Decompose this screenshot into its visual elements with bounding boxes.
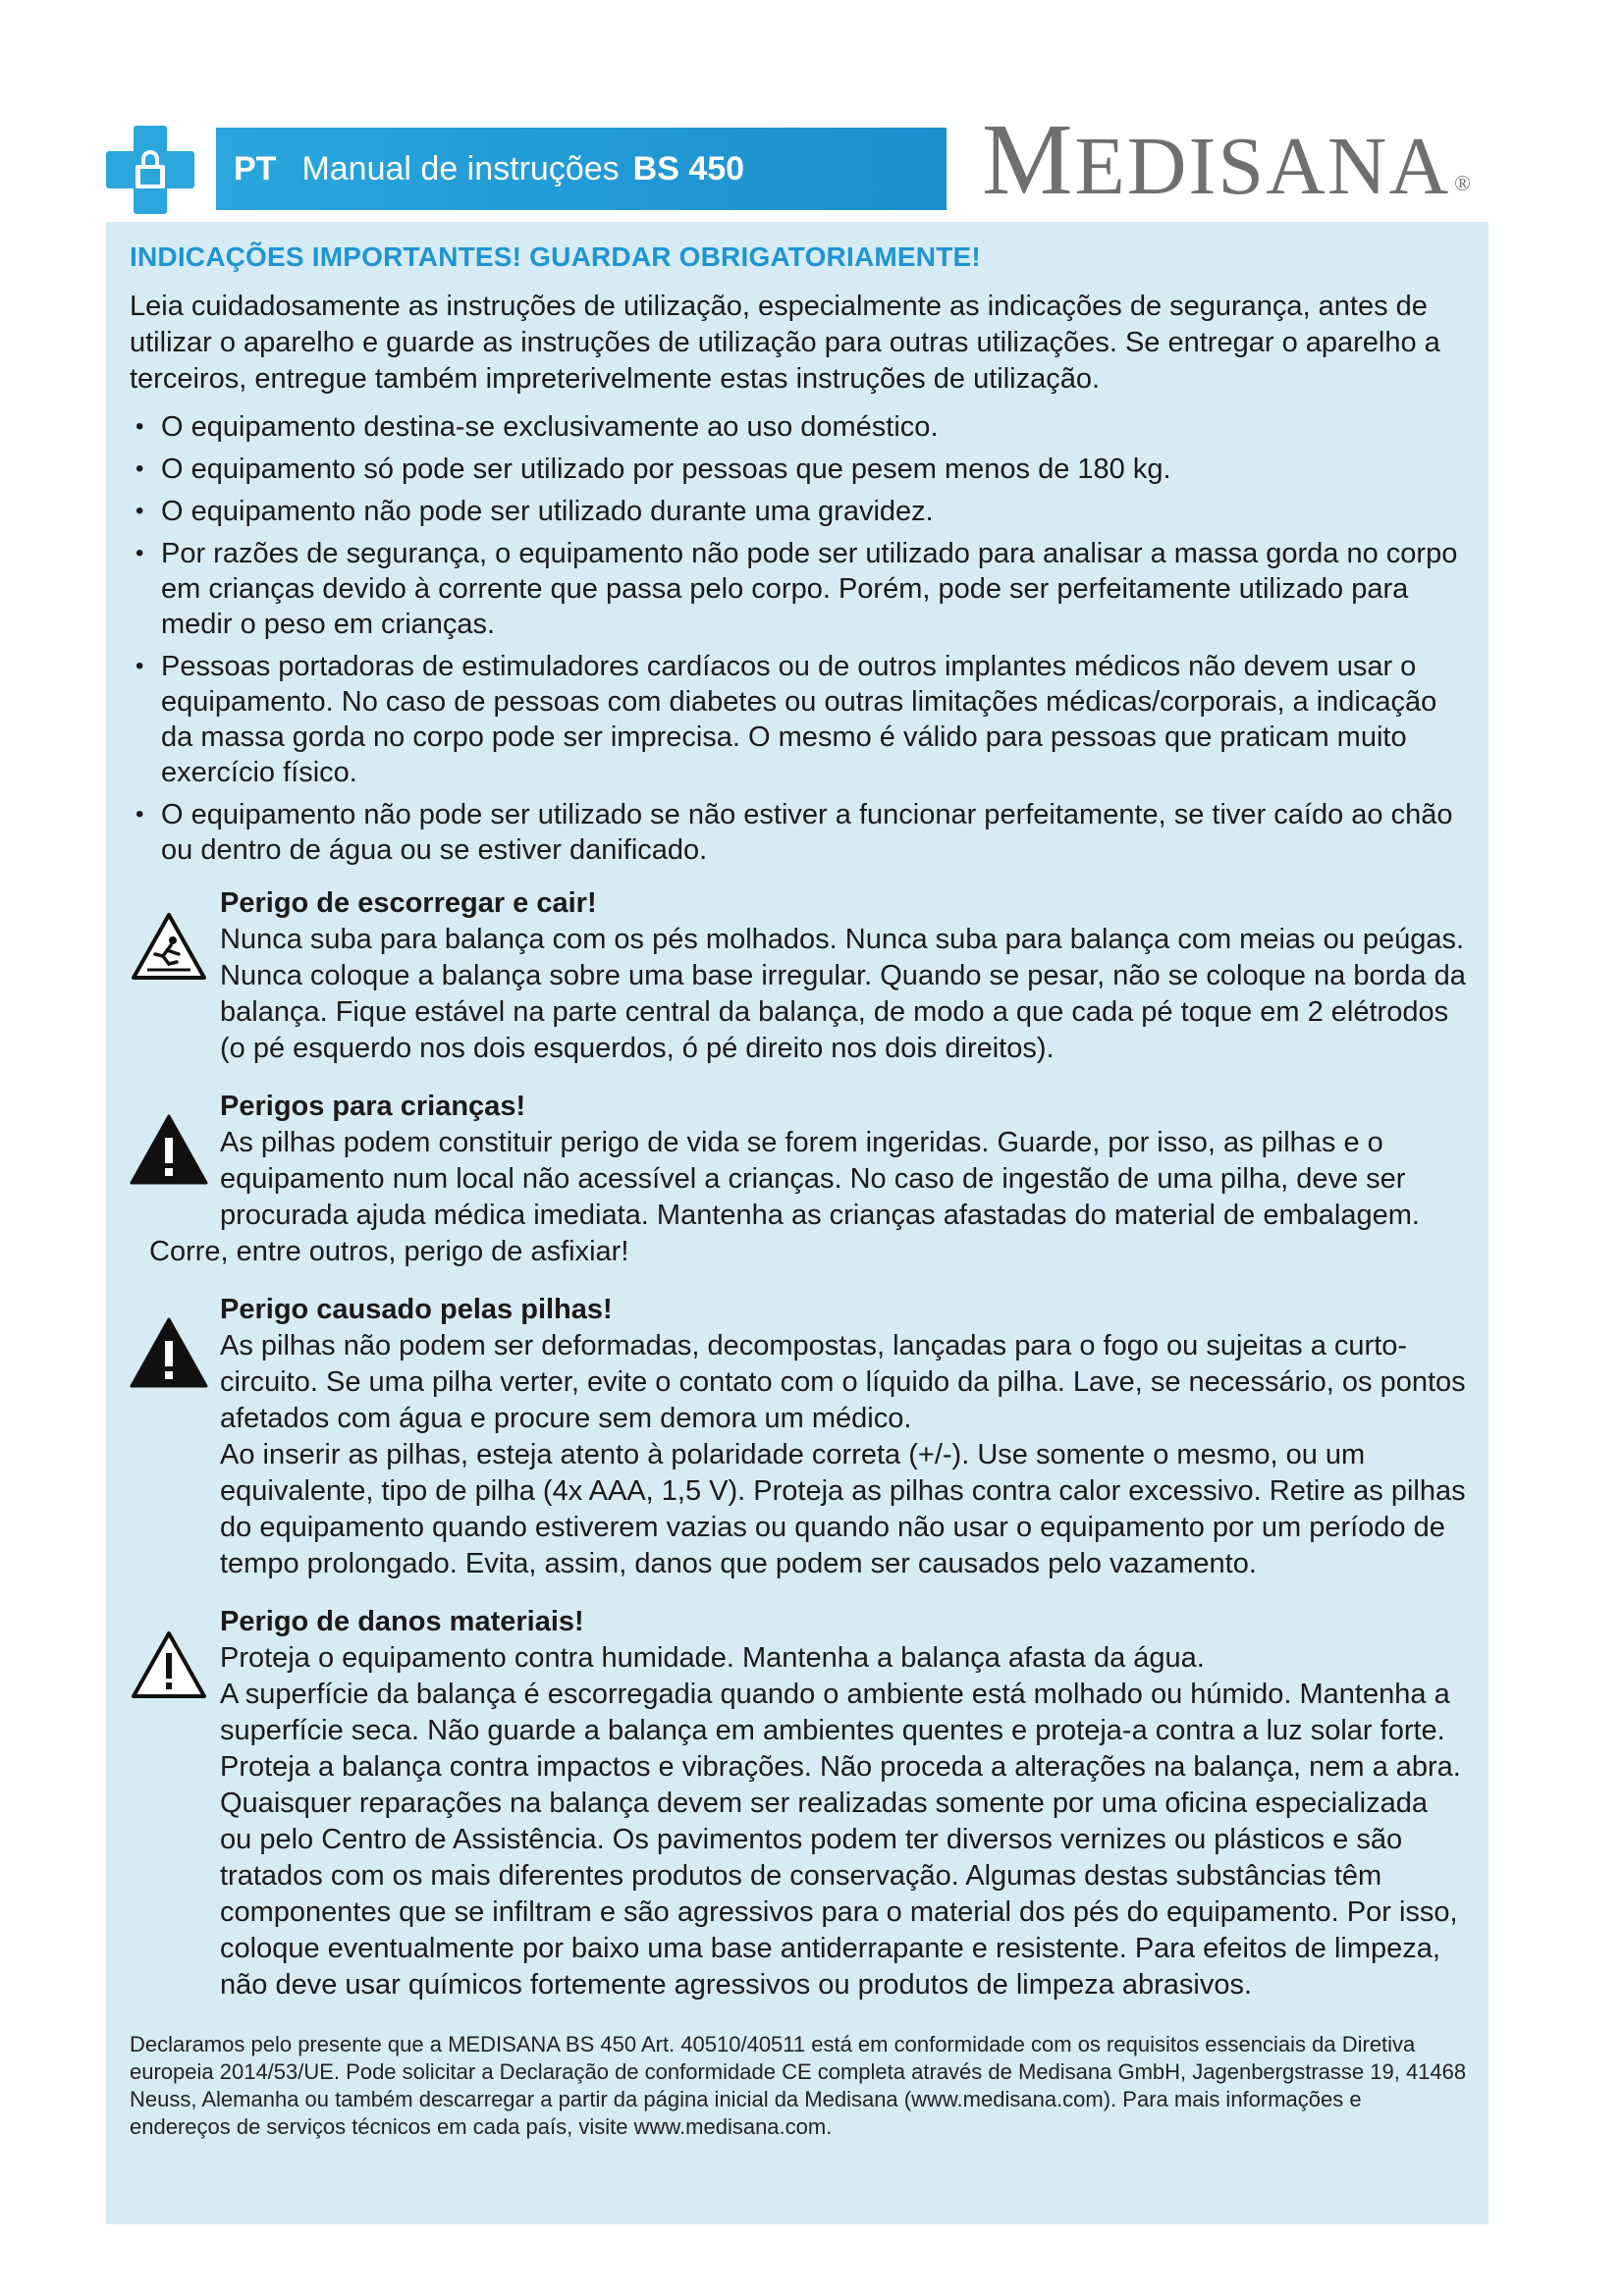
warning-title: Perigo de escorregar e cair! — [220, 887, 597, 919]
slip-warning-icon — [130, 911, 208, 982]
brand-logo — [982, 103, 1492, 216]
warning-title: Perigos para crianças! — [220, 1091, 526, 1122]
section-heading: INDICAÇÕES IMPORTANTES! GUARDAR OBRIGATORIAMENTE! — [130, 241, 981, 272]
warning-text: As pilhas não podem ser deformadas, decompostas, lançadas para o fogo ou sujeitas a curto-circuito. Se uma pilha verter, evite o contato com o líquido da pilha. Lave, se necessário, os pontos afetados com água e procure sem demora um médico. — [220, 1330, 1466, 1434]
warning-text: As pilhas podem constituir perigo de vida se forem ingeridas. Guarde, por isso, as pilhas e o equipamento num local não acessível a crianças. No caso de ingestão de uma pilha, deve ser procurada ajuda médica imediata. Mantenha as crianças afastadas do material de embalagem. — [220, 1127, 1420, 1231]
danger-icon — [130, 1317, 208, 1388]
warning-text-2: A superfície da balança é escorregadia quando o ambiente está molhado ou húmido. Mantenha a superfície seca. Não guarde a balança em ambientes quentes e proteja-a contra a luz solar forte. Proteja a balança contra impactos e vibrações. Não proceda a alterações na balança, nem a abra. Quaisquer reparações na balança devem ser realizadas somente por uma oficina especializada ou pelo Centro de Assistência. Os pavimentos podem ter diversos vernizes ou plásticos e são tratados com os mais diferentes produtos de conservação. Algumas destas substâncias têm componentes que se infiltram e são agressivos para o material dos pés do equipamento. Por isso, coloque eventualmente por baixo uma base antiderrapante e resistente. Para efeitos de limpeza, não deve usar químicos fortemente agressivos ou produtos de limpeza abrasivos. — [220, 1679, 1461, 2001]
list-item: • Por razões de segurança, o equipamento não pode ser utilizado para analisar a massa gorda no corpo em crianças devido à corrente que passa pelo corpo. Porém, pode ser perfeitamente utilizado para medir o peso em crianças. — [135, 538, 1458, 640]
safety-instructions-panel — [106, 222, 1489, 2224]
warning-material-damage — [122, 1604, 1467, 2003]
manual-title-bar — [216, 128, 947, 210]
list-item: • Pessoas portadoras de estimuladores cardíacos ou de outros implantes médicos não devem usar o equipamento. No caso de pessoas com diabetes ou outras limitações médicas/corporais, a indicação da massa gorda no corpo pode ser imprecisa. O mesmo é válido para pessoas que praticam muito exercício físico. — [135, 651, 1437, 788]
warning-batteries — [122, 1292, 1467, 1582]
caution-outline-icon — [130, 1629, 208, 1700]
warning-text-2: Ao inserir as pilhas, esteja atento à polaridade correta (+/-). Use somente o mesmo, ou um equivalente, tipo de pilha (4x AAA, 1,5 V). Proteja as pilhas contra calor excessivo. Retire as pilhas do equipamento quando estiverem vazias ou quando não usar o equipamento por um período de tempo prolongado. Evita, assim, danos que podem ser causados pelo vazamento. — [220, 1439, 1466, 1579]
list-item: • O equipamento destina-se exclusivamente ao uso doméstico. — [135, 411, 939, 443]
list-item: • O equipamento não pode ser utilizado se não estiver a funcionar perfeitamente, se tiver caído ao chão ou dentro de água ou se estiver danificado. — [135, 799, 1453, 866]
language-code: PT — [234, 149, 277, 187]
brand-rest: EDISANA — [1074, 121, 1451, 212]
warning-title: Perigo causado pelas pilhas! — [220, 1294, 613, 1325]
list-item: • O equipamento só pode ser utilizado por pessoas que pesem menos de 180 kg. — [135, 454, 1171, 485]
medical-cross-logo-icon — [106, 126, 194, 214]
warning-text: Proteja o equipamento contra humidade. Mantenha a balança afasta da água. — [220, 1642, 1205, 1674]
warning-text: Nunca suba para balança com os pés molhados. Nunca suba para balança com meias ou peúgas. Nunca coloque a balança sobre uma base irregular. Quando se pesar, não se coloque na borda da balança. Fique estável na parte central da balança, de modo a que cada pé toque em 2 elétrodos (o pé esquerdo nos dois esquerdos, ó pé direito nos dois direitos). — [220, 924, 1466, 1064]
manual-title: Manual de instruções — [301, 149, 620, 187]
list-item: • O equipamento não pode ser utilizado durante uma gravidez. — [135, 496, 934, 527]
safety-bullet-list — [122, 409, 1467, 868]
warning-title: Perigo de danos materiais! — [220, 1606, 584, 1637]
warning-text-tail: Corre, entre outros, perigo de asfixiar! — [149, 1236, 629, 1267]
conformity-declaration: Declaramos pelo presente que a MEDISANA BS 450 Art. 40510/40511 está em conformidade com os requisitos essenciais da Diretiva europeia 2014/53/UE. Pode solicitar a Declaração de conformidade CE completa através de Medisana GmbH, Jagenbergstrasse 19, 41468 Neuss, Alemanha ou também descarregar a partir da página inicial da Medisana (www.medisana.com). Para mais informações e endereços de serviços técnicos em cada país, visite www.medisana.com. — [130, 2032, 1467, 2139]
danger-icon — [130, 1114, 208, 1185]
warning-slip — [122, 885, 1467, 1067]
model-number: BS 450 — [632, 149, 745, 187]
registered-mark: ® — [1454, 171, 1473, 195]
intro-paragraph: Leia cuidadosamente as instruções de utilização, especialmente as indicações de segurança, antes de utilizar o aparelho e guarde as instruções de utilização para outras utilizações. Se entregar o aparelho a terceiros, entregue também impreterivelmente estas instruções de utilização. — [130, 291, 1440, 395]
brand-first-letter: M — [982, 103, 1075, 216]
warning-children — [122, 1089, 1467, 1270]
